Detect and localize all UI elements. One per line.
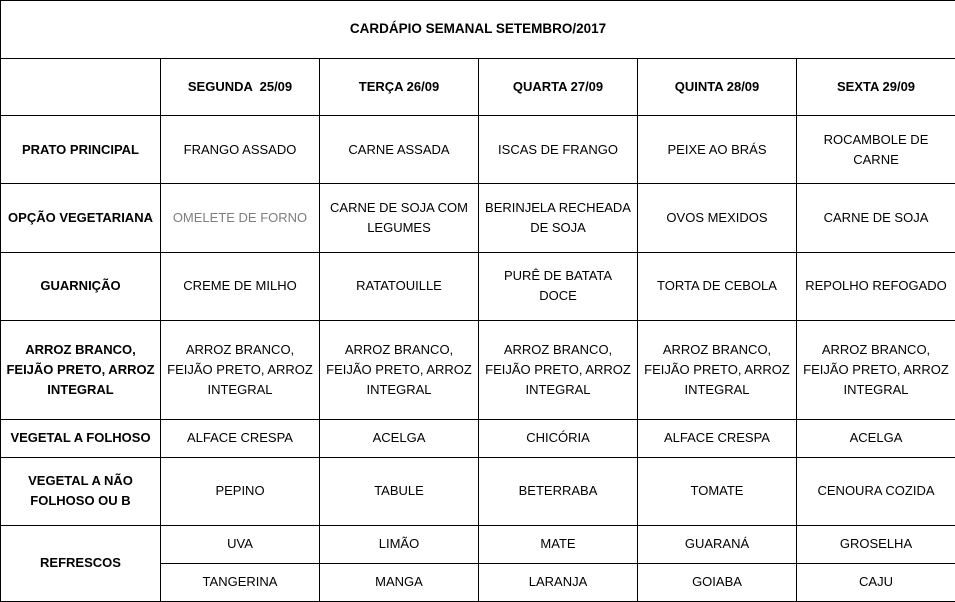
corner-cell: [1, 59, 161, 116]
menu-cell: TORTA DE CEBOLA: [638, 252, 797, 320]
menu-cell: BETERRABA: [479, 457, 638, 525]
menu-cell: GOIABA: [638, 564, 797, 602]
menu-cell: ARROZ BRANCO, FEIJÃO PRETO, ARROZ INTEGRAL: [797, 321, 955, 420]
menu-cell: FRANGO ASSADO: [161, 116, 320, 184]
menu-cell: BERINJELA RECHEADA DE SOJA: [479, 184, 638, 252]
row-label-arroz-feijao: ARROZ BRANCO, FEIJÃO PRETO, ARROZ INTEGRAL: [1, 321, 161, 420]
row-opcao-vegetariana: [1, 184, 955, 252]
menu-cell: CREME DE MILHO: [161, 252, 320, 320]
menu-cell: ALFACE CRESPA: [161, 419, 320, 457]
row-label-guarnicao: GUARNIÇÃO: [1, 252, 161, 320]
menu-cell: PURÊ DE BATATA DOCE: [479, 252, 638, 320]
menu-cell: TANGERINA: [161, 564, 320, 602]
row-label-opcao-vegetariana: OPÇÃO VEGETARIANA: [1, 184, 161, 252]
day-header-quinta: QUINTA 28/09: [638, 59, 797, 116]
menu-cell: CARNE ASSADA: [320, 116, 479, 184]
row-label-refrescos: REFRESCOS: [1, 526, 161, 602]
menu-cell: ROCAMBOLE DE CARNE: [797, 116, 955, 184]
menu-cell: ACELGA: [320, 419, 479, 457]
menu-cell: OVOS MEXIDOS: [638, 184, 797, 252]
menu-cell: ISCAS DE FRANGO: [479, 116, 638, 184]
menu-cell: ARROZ BRANCO, FEIJÃO PRETO, ARROZ INTEGRAL: [638, 321, 797, 420]
menu-cell: LIMÃO: [320, 526, 479, 564]
menu-cell: CHICÓRIA: [479, 419, 638, 457]
menu-cell: MANGA: [320, 564, 479, 602]
menu-cell: CARNE DE SOJA: [797, 184, 955, 252]
title-row: [1, 1, 955, 59]
menu-cell: REPOLHO REFOGADO: [797, 252, 955, 320]
row-vegetal-folhoso: [1, 419, 955, 457]
header-row: [1, 59, 955, 116]
menu-cell: CAJU: [797, 564, 955, 602]
menu-cell: CARNE DE SOJA COM LEGUMES: [320, 184, 479, 252]
day-header-quarta: QUARTA 27/09: [479, 59, 638, 116]
menu-cell: GROSELHA: [797, 526, 955, 564]
menu-cell: MATE: [479, 526, 638, 564]
menu-cell: LARANJA: [479, 564, 638, 602]
row-arroz-feijao: [1, 321, 955, 420]
menu-cell: ARROZ BRANCO, FEIJÃO PRETO, ARROZ INTEGRAL: [320, 321, 479, 420]
menu-cell: ARROZ BRANCO, FEIJÃO PRETO, ARROZ INTEGRAL: [161, 321, 320, 420]
menu-cell: CENOURA COZIDA: [797, 457, 955, 525]
day-header-terca: TERÇA 26/09: [320, 59, 479, 116]
row-refrescos-1: [1, 526, 955, 564]
menu-cell: GUARANÁ: [638, 526, 797, 564]
day-header-segunda: SEGUNDA 25/09: [161, 59, 320, 116]
day-header-sexta: SEXTA 29/09: [797, 59, 955, 116]
menu-cell: ARROZ BRANCO, FEIJÃO PRETO, ARROZ INTEGRAL: [479, 321, 638, 420]
row-prato-principal: [1, 116, 955, 184]
menu-cell: PEIXE AO BRÁS: [638, 116, 797, 184]
row-label-vegetal-nao-folhoso: VEGETAL A NÃO FOLHOSO OU B: [1, 457, 161, 525]
menu-cell: PEPINO: [161, 457, 320, 525]
menu-cell: ACELGA: [797, 419, 955, 457]
menu-cell: ALFACE CRESPA: [638, 419, 797, 457]
row-guarnicao: [1, 252, 955, 320]
page-title: CARDÁPIO SEMANAL SETEMBRO/2017: [1, 1, 955, 59]
row-vegetal-nao-folhoso: [1, 457, 955, 525]
row-label-prato-principal: PRATO PRINCIPAL: [1, 116, 161, 184]
row-label-vegetal-folhoso: VEGETAL A FOLHOSO: [1, 419, 161, 457]
menu-cell: TABULE: [320, 457, 479, 525]
menu-cell: OMELETE DE FORNO: [161, 184, 320, 252]
menu-cell: TOMATE: [638, 457, 797, 525]
menu-cell: RATATOUILLE: [320, 252, 479, 320]
menu-cell: UVA: [161, 526, 320, 564]
